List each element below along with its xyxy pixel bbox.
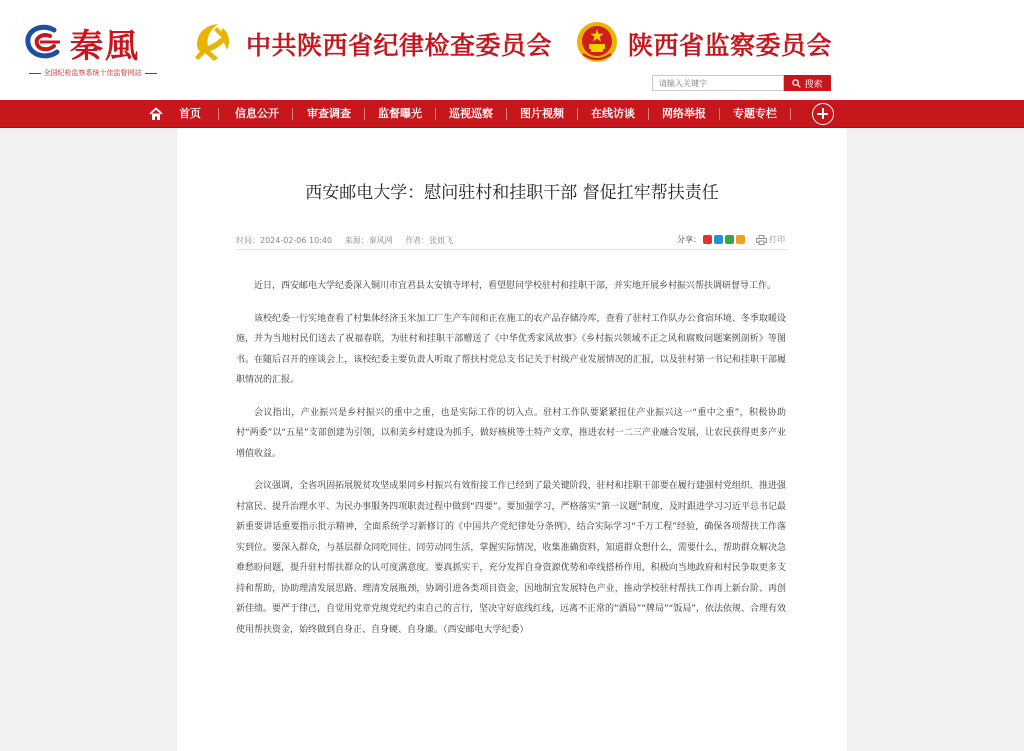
search-icon <box>792 79 801 88</box>
nav-divider <box>292 108 293 120</box>
nav-item-supervision-exposure[interactable]: 监督曝光 <box>378 107 422 120</box>
nav-item-home[interactable]: 首页 <box>179 107 201 120</box>
nav-item-inspection-tour[interactable]: 巡视巡察 <box>449 107 493 120</box>
printer-icon <box>756 235 767 245</box>
print-button[interactable] <box>756 234 785 245</box>
share-bar <box>677 234 785 245</box>
article-paragraph: 近日，西安邮电大学纪委深入铜川市宜君县太安镇寺坪村，看望慰问学校驻村和挂职干部，并实地开展乡村振兴帮扶调研督导工作。 <box>254 281 777 291</box>
logo-text: 秦風 <box>70 26 140 65</box>
wechat-share-icon[interactable] <box>725 235 734 244</box>
article-title: 西安邮电大学：慰问驻村和挂职干部 督促扛牢帮扶责任 <box>305 183 719 203</box>
nav-divider <box>218 108 219 120</box>
nav-item-investigation[interactable]: 审查调查 <box>307 107 351 120</box>
article-panel <box>177 128 847 751</box>
nav-divider <box>435 108 436 120</box>
national-emblem-icon <box>575 20 619 64</box>
nav-divider <box>506 108 507 120</box>
article-paragraph: 该校纪委一行实地查看了村集体经济玉米加工厂生产车间和正在施工的农产品存储冷库，查看了驻村工作队办公食宿环境、冬季取暖设施，并为当地村民们送去了祝福春联，为驻村和挂职干部赠送了《中华优秀家风故事》《乡村振兴领域不正之风和腐败问题案例剖析》等图书。在随后召开的座谈会上，该校纪委主要负责人听取了帮扶村党总支书记关于村级产业发展情况的汇报，以及驻村第一书记和挂职干部履职情况的汇报。 <box>236 313 786 385</box>
article-meta <box>236 235 463 246</box>
article-paragraph: 会议指出，产业振兴是乡村振兴的重中之重，也是实际工作的切入点。驻村工作队要紧紧扭住产业振兴这一“重中之重”，积极协助村“两委”以“五星”支部创建为引领，以和美乡村建设为抓手，做好核桃等土特产文章，推进农村一二三产业融合发展，让农民获得更多产业增值收益。 <box>236 407 786 459</box>
share-label: 分享： <box>677 235 701 244</box>
print-label: 打印 <box>769 235 785 244</box>
nav-item-online-report[interactable]: 网络举报 <box>662 107 706 120</box>
search-button-label: 搜索 <box>804 79 823 90</box>
logo-subtitle: 全国纪检监察系统十佳监督网站 <box>20 68 165 78</box>
article-time: 时间：2024-02-06 10:40 <box>236 236 333 245</box>
article-author: 作者：张姐飞 <box>405 236 454 245</box>
nav-item-special-column[interactable]: 专题专栏 <box>733 107 777 120</box>
search-input[interactable] <box>652 75 784 91</box>
nav-divider <box>364 108 365 120</box>
home-icon[interactable] <box>149 107 163 121</box>
nav-item-photo-video[interactable]: 图片视频 <box>520 107 564 120</box>
org-title-party: 中共陕西省纪律检查委员会 <box>246 31 553 60</box>
nav-item-online-interview[interactable]: 在线访谈 <box>591 107 635 120</box>
nav-divider <box>648 108 649 120</box>
weibo-share-icon[interactable] <box>703 235 712 244</box>
nav-divider <box>790 108 791 120</box>
qzone-share-icon[interactable] <box>714 235 723 244</box>
org-title-state: 陕西省监察委员会 <box>628 31 833 60</box>
more-share-icon[interactable] <box>736 235 745 244</box>
nav-more-plus-icon[interactable] <box>812 103 834 125</box>
article-body <box>236 276 786 652</box>
search-button[interactable] <box>784 75 831 91</box>
article-source: 来源：秦风网 <box>344 236 393 245</box>
nav-divider <box>719 108 720 120</box>
party-emblem-icon <box>190 20 234 64</box>
main-nav <box>0 100 1024 128</box>
site-header <box>0 0 1024 100</box>
logo-swirl-icon <box>24 24 66 60</box>
article-paragraph: 会议强调，全省巩固拓展脱贫攻坚成果同乡村振兴有效衔接工作已经到了最关键阶段，驻村和挂职干部要在履行建强村党组织、推进强村富民、提升治理水平、为民办事服务四项职责过程中做到“四要”。要加强学习，严格落实“第一议题”制度，及时跟进学习习近平总书记最新重要讲话重要指示批示精神，全面系统学习新修订的《中国共产党纪律处分条例》，结合实际学习“千万工程”经验，确保各项帮扶工作落实到位。要深入群众，与基层群众同吃同住、同劳动同生活，掌握实际情况，收集准确资料，知道群众想什么，需要什么，帮助群众解决急难愁盼问题，提升驻村帮扶群众的认可度满意度。要真抓实干，充分发挥自身资源优势和牵线搭桥作用，积极向当地政府和村民争取更多支持和帮助，协助理清发展思路、理清发展瓶颈，协调引进各类项目资金，因地制宜发展特色产业，推动学校驻村帮扶工作再上新台阶、再创新佳绩。要严于律己，自觉用党章党规党纪约束自己的言行，坚决守好底线红线，远离不正常的“酒局”“牌局”“饭局”，依法依规、合理有效使用帮扶资金，始终做到自身正、自身硬、自身廉。（西安邮电大学纪委） <box>236 481 786 635</box>
nav-item-info-disclosure[interactable]: 信息公开 <box>235 107 279 120</box>
site-logo[interactable] <box>20 18 170 80</box>
nav-divider <box>577 108 578 120</box>
meta-divider <box>236 249 788 250</box>
